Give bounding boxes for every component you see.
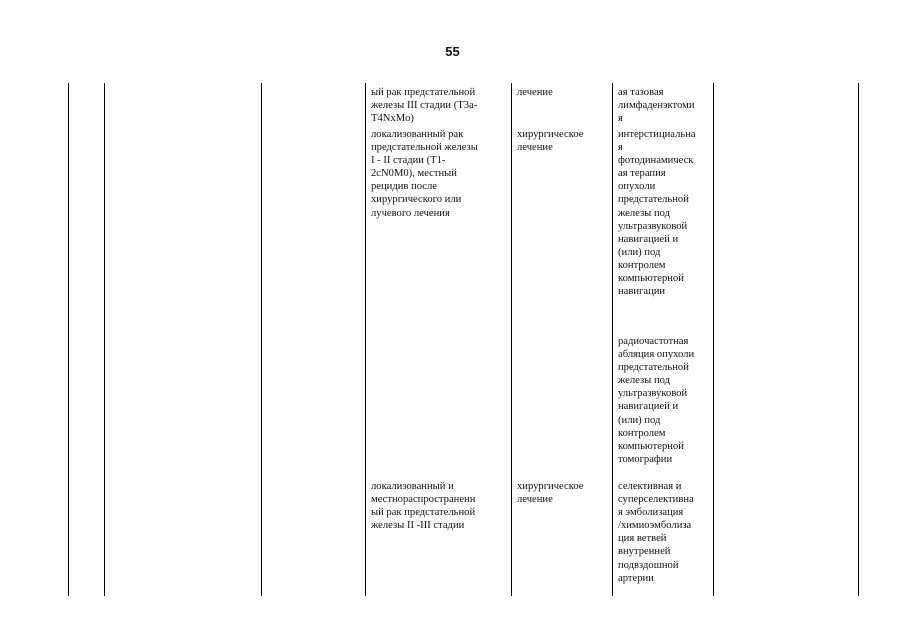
treatment-cell: лечение — [517, 87, 553, 98]
column-divider-8 — [858, 83, 859, 596]
diagnosis-cell: локализованный рак предстательной железы I - II стадии (Т1- 2cN0M0), местный рецидив после хирургического или лучевого лечения — [371, 129, 478, 219]
column-divider-3 — [261, 83, 262, 596]
diagnosis-cell: локализованный и местнораспространенн ый рак предстательной железы II -III стадии — [371, 481, 476, 532]
column-divider-5 — [511, 83, 512, 596]
treatment-cell: хирургическое лечение — [517, 129, 584, 154]
method-cell: интерстициальна я фотодинамическ ая терапия опухоли предстательной железы под ультразвуковой навигацией и (или) под контролем компьютерной навигации — [618, 129, 696, 298]
column-divider-6 — [612, 83, 613, 596]
column-divider-2 — [104, 83, 105, 596]
column-divider-7 — [713, 83, 714, 596]
page-number: 55 — [445, 44, 460, 59]
treatment-cell: хирургическое лечение — [517, 481, 584, 506]
method-cell: селективная и суперселективна я эмболизация /химиоэмболиза ция ветвей внутренней подвздошной артерии — [618, 481, 694, 584]
diagnosis-cell: ый рак предстательной железы III стадии (Т3а- Т4NxMo) — [371, 87, 478, 125]
column-divider-1 — [68, 83, 69, 596]
column-divider-4 — [365, 83, 366, 596]
method-cell: ая тазовая лимфаденэктоми я — [618, 87, 695, 125]
method-cell: радиочастотная абляция опухоли предстательной железы под ультразвуковой навигацией и (или) под контролем компьютерной томографии — [618, 336, 695, 465]
